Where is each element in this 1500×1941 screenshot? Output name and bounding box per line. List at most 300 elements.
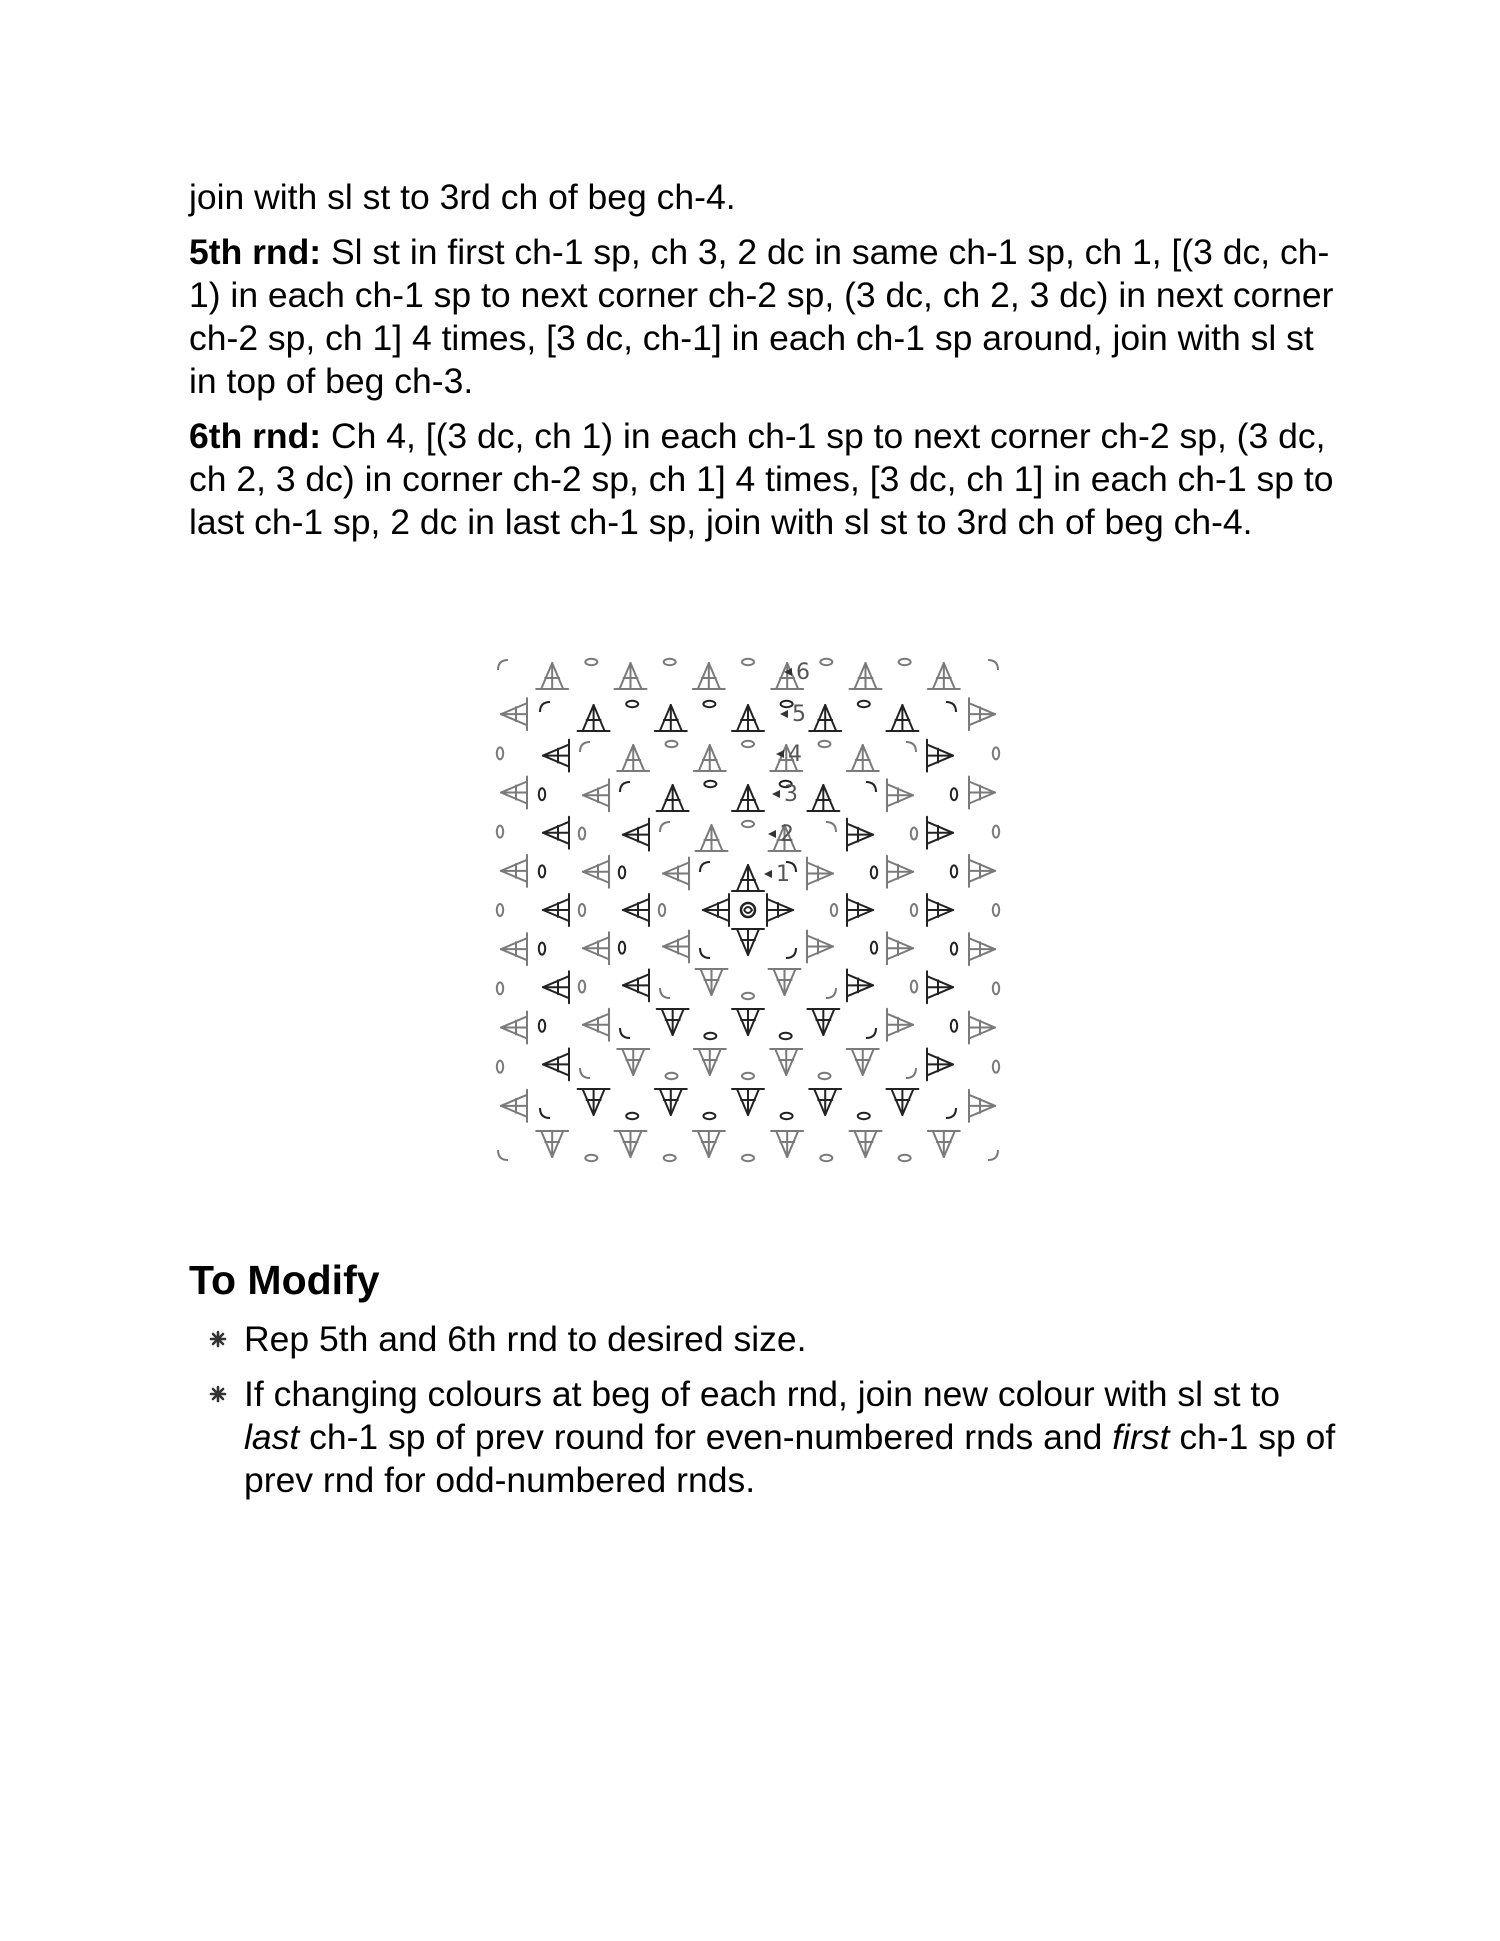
dc-stitch bbox=[501, 860, 527, 871]
dc-stitch bbox=[541, 1131, 552, 1157]
round-arrow-icon bbox=[768, 830, 776, 838]
chain-stitch bbox=[579, 981, 585, 993]
dc-cluster bbox=[927, 817, 953, 849]
dc-cluster bbox=[543, 894, 569, 926]
dc-stitch bbox=[662, 785, 673, 811]
dc-cluster bbox=[696, 969, 728, 995]
dc-stitch bbox=[620, 1131, 631, 1157]
chain-stitch bbox=[497, 904, 503, 916]
modify-list bbox=[189, 1318, 1339, 1514]
chain-stitch bbox=[619, 942, 625, 954]
dc-cluster bbox=[501, 698, 527, 730]
dc-stitch bbox=[927, 745, 953, 756]
dc-stitch bbox=[855, 663, 866, 689]
dc-stitch bbox=[737, 1089, 748, 1115]
dc-stitch bbox=[748, 1089, 759, 1115]
crochet-chart-svg bbox=[468, 630, 1028, 1192]
chain-stitch bbox=[993, 826, 999, 838]
dc-stitch bbox=[501, 793, 527, 804]
dc-stitch bbox=[969, 1017, 995, 1028]
dc-stitch bbox=[543, 1053, 569, 1064]
dc-stitch bbox=[737, 705, 748, 731]
chain-stitch bbox=[742, 1073, 754, 1079]
dc-cluster bbox=[657, 785, 689, 811]
dc-stitch bbox=[710, 745, 721, 771]
dc-cluster bbox=[887, 779, 913, 811]
dc-stitch bbox=[927, 1053, 953, 1064]
dc-stitch bbox=[748, 1009, 759, 1035]
dc-stitch bbox=[847, 824, 873, 835]
dc-stitch bbox=[847, 910, 873, 921]
dc-stitch bbox=[825, 1089, 836, 1115]
chain-stitch bbox=[951, 1020, 957, 1032]
dc-cluster bbox=[886, 705, 918, 731]
dc-cluster bbox=[887, 856, 913, 888]
corner-chain bbox=[988, 660, 998, 670]
dc-stitch bbox=[709, 663, 720, 689]
dc-cluster bbox=[807, 931, 833, 963]
dc-cluster bbox=[583, 932, 609, 964]
dc-stitch bbox=[501, 1106, 527, 1117]
chain-stitch bbox=[742, 993, 754, 999]
dc-stitch bbox=[927, 987, 953, 998]
dc-stitch bbox=[748, 865, 759, 891]
modify-item-2-emphasis-first: first bbox=[1112, 1417, 1170, 1457]
dc-stitch bbox=[594, 1089, 605, 1115]
dc-stitch bbox=[969, 938, 995, 949]
dc-cluster bbox=[696, 825, 728, 851]
dc-stitch bbox=[620, 663, 631, 689]
dc-stitch bbox=[969, 1106, 995, 1117]
corner-chain bbox=[866, 1028, 876, 1038]
chain-stitch bbox=[781, 701, 793, 707]
dc-stitch bbox=[748, 785, 759, 811]
dc-stitch bbox=[623, 899, 649, 910]
round-6-text: Ch 4, [(3 dc, ch 1) in each ch-1 sp to next corner ch-2 sp, (3 dc, ch 2, 3 dc) in corner ch-2 sp, ch 1] 4 times, [3 dc, ch 1] in each ch-1 sp to last ch-1 sp, 2 dc in last ch-1 sp, join with sl st to 3rd ch of beg ch-4. bbox=[189, 416, 1334, 542]
dc-cluster bbox=[617, 745, 649, 771]
dc-stitch bbox=[823, 785, 834, 811]
dc-stitch bbox=[543, 822, 569, 833]
chain-stitch bbox=[858, 701, 870, 707]
dc-stitch bbox=[775, 745, 786, 771]
dc-stitch bbox=[501, 949, 527, 960]
dc-cluster bbox=[663, 858, 689, 890]
dc-stitch bbox=[927, 1064, 953, 1075]
asterisk-bullet-icon bbox=[209, 1330, 227, 1348]
dc-cluster bbox=[969, 933, 995, 965]
corner-chain bbox=[580, 742, 590, 752]
chain-stitch bbox=[579, 904, 585, 916]
dc-cluster bbox=[655, 705, 687, 731]
dc-stitch bbox=[944, 1131, 955, 1157]
dc-cluster bbox=[543, 1048, 569, 1080]
dc-stitch bbox=[767, 899, 793, 910]
chain-stitch bbox=[820, 1155, 832, 1161]
dc-cluster bbox=[927, 740, 953, 772]
chain-stitch bbox=[742, 1155, 754, 1161]
dc-cluster bbox=[583, 856, 609, 888]
dc-cluster bbox=[847, 745, 879, 771]
corner-chain bbox=[988, 1150, 998, 1160]
chain-stitch bbox=[666, 1073, 678, 1079]
dc-stitch bbox=[944, 663, 955, 689]
dc-stitch bbox=[710, 1049, 721, 1075]
corner-chain bbox=[498, 660, 508, 670]
dc-cluster bbox=[501, 933, 527, 965]
corner-chain bbox=[660, 988, 670, 998]
dc-cluster bbox=[847, 1049, 879, 1075]
chain-stitch bbox=[539, 1020, 545, 1032]
round-arrow-icon bbox=[764, 870, 772, 878]
dc-stitch bbox=[633, 1049, 644, 1075]
chain-stitch bbox=[539, 865, 545, 877]
dc-stitch bbox=[501, 871, 527, 882]
dc-cluster bbox=[771, 1131, 803, 1157]
dc-stitch bbox=[663, 947, 689, 958]
dc-stitch bbox=[887, 948, 913, 959]
dc-stitch bbox=[543, 745, 569, 756]
dc-stitch bbox=[543, 1064, 569, 1075]
chain-stitch bbox=[899, 1155, 911, 1161]
dc-stitch bbox=[855, 1131, 866, 1157]
modify-item-2-emphasis-last: last bbox=[244, 1417, 300, 1457]
round-arrow-icon bbox=[776, 750, 784, 758]
dc-cluster bbox=[578, 705, 610, 731]
dc-stitch bbox=[501, 1017, 527, 1028]
dc-cluster bbox=[732, 1009, 764, 1035]
chain-stitch bbox=[871, 866, 877, 878]
dc-cluster bbox=[501, 1012, 527, 1044]
dc-stitch bbox=[812, 785, 823, 811]
round-number-label: 1 bbox=[776, 862, 790, 887]
corner-chain bbox=[620, 1028, 630, 1038]
chain-stitch bbox=[819, 741, 831, 747]
dc-stitch bbox=[887, 784, 913, 795]
dc-stitch bbox=[866, 663, 877, 689]
corner-chain bbox=[826, 822, 836, 832]
dc-stitch bbox=[807, 874, 833, 885]
dc-cluster bbox=[657, 1009, 689, 1035]
dc-cluster bbox=[847, 894, 873, 926]
corner-chain bbox=[866, 782, 876, 792]
dc-stitch bbox=[969, 1028, 995, 1039]
chain-stitch bbox=[659, 904, 665, 916]
dc-stitch bbox=[671, 705, 682, 731]
dc-stitch bbox=[933, 1131, 944, 1157]
chain-stitch bbox=[781, 1113, 793, 1119]
dc-stitch bbox=[583, 872, 609, 883]
dc-cluster bbox=[769, 969, 801, 995]
corner-chain bbox=[906, 1068, 916, 1078]
dc-cluster bbox=[615, 663, 647, 689]
chain-stitch bbox=[742, 741, 754, 747]
round-arrow-icon bbox=[772, 790, 780, 798]
round-number-label: 6 bbox=[796, 660, 810, 685]
dc-stitch bbox=[543, 756, 569, 767]
dc-cluster bbox=[615, 1131, 647, 1157]
corner-chain bbox=[498, 1150, 508, 1160]
corner-chain bbox=[786, 948, 796, 958]
dc-stitch bbox=[767, 910, 793, 921]
dc-stitch bbox=[807, 947, 833, 958]
dc-cluster bbox=[969, 1090, 995, 1122]
dc-cluster bbox=[807, 785, 839, 811]
chain-stitch bbox=[742, 659, 754, 665]
corner-chain bbox=[540, 1108, 550, 1118]
corner-chain bbox=[540, 702, 550, 712]
chain-stitch bbox=[780, 1033, 792, 1039]
dc-stitch bbox=[887, 872, 913, 883]
corner-chain bbox=[946, 702, 956, 712]
modify-item-2-part-a: If changing colours at beg of each rnd, join new colour with sl st to bbox=[244, 1374, 1281, 1414]
dc-cluster bbox=[807, 1009, 839, 1035]
dc-cluster bbox=[850, 663, 882, 689]
corner-chain bbox=[580, 1068, 590, 1078]
dc-cluster bbox=[501, 777, 527, 809]
dc-stitch bbox=[583, 1025, 609, 1036]
dc-stitch bbox=[501, 714, 527, 725]
dc-stitch bbox=[825, 705, 836, 731]
dc-stitch bbox=[933, 663, 944, 689]
dc-stitch bbox=[927, 976, 953, 987]
chain-stitch bbox=[497, 1061, 503, 1073]
chain-stitch bbox=[911, 981, 917, 993]
dc-stitch bbox=[703, 910, 729, 921]
corner-chain bbox=[700, 862, 710, 872]
dc-stitch bbox=[662, 1009, 673, 1035]
intro-paragraph: join with sl st to 3rd ch of beg ch-4. bbox=[189, 177, 736, 217]
chain-stitch bbox=[626, 1113, 638, 1119]
dc-stitch bbox=[623, 910, 649, 921]
dc-stitch bbox=[583, 948, 609, 959]
round-5-paragraph bbox=[189, 231, 1339, 403]
dc-stitch bbox=[847, 974, 873, 985]
list-item bbox=[189, 1373, 1339, 1502]
corner-chain bbox=[660, 822, 670, 832]
dc-cluster bbox=[732, 929, 764, 955]
dc-stitch bbox=[847, 899, 873, 910]
dc-stitch bbox=[814, 705, 825, 731]
chain-stitch bbox=[899, 659, 911, 665]
dc-cluster bbox=[578, 1089, 610, 1115]
round-5-label: 5th rnd: bbox=[189, 232, 322, 272]
magic-ring-center bbox=[744, 907, 752, 913]
dc-stitch bbox=[969, 871, 995, 882]
dc-stitch bbox=[737, 1009, 748, 1035]
dc-stitch bbox=[969, 793, 995, 804]
dc-cluster bbox=[927, 894, 953, 926]
chain-stitch bbox=[831, 904, 837, 916]
dc-cluster bbox=[886, 1089, 918, 1115]
dc-stitch bbox=[891, 1089, 902, 1115]
chain-stitch bbox=[626, 701, 638, 707]
dc-stitch bbox=[543, 987, 569, 998]
round-number-label: 3 bbox=[784, 782, 798, 807]
dc-stitch bbox=[748, 705, 759, 731]
dc-stitch bbox=[902, 1089, 913, 1115]
dc-stitch bbox=[701, 969, 712, 995]
chain-stitch bbox=[666, 741, 678, 747]
dc-stitch bbox=[583, 1014, 609, 1025]
dc-stitch bbox=[887, 1014, 913, 1025]
corner-chain bbox=[946, 1108, 956, 1118]
dc-cluster bbox=[770, 1049, 802, 1075]
dc-stitch bbox=[786, 1049, 797, 1075]
dc-cluster bbox=[887, 1009, 913, 1041]
dc-stitch bbox=[501, 1028, 527, 1039]
corner-chain bbox=[826, 988, 836, 998]
dc-stitch bbox=[594, 705, 605, 731]
chain-stitch bbox=[911, 904, 917, 916]
dc-cluster bbox=[732, 865, 764, 891]
list-item bbox=[189, 1318, 1339, 1361]
dc-stitch bbox=[812, 1009, 823, 1035]
dc-cluster bbox=[694, 745, 726, 771]
round-6-paragraph bbox=[189, 415, 1339, 544]
dc-stitch bbox=[622, 745, 633, 771]
chain-stitch bbox=[497, 747, 503, 759]
chain-stitch bbox=[951, 788, 957, 800]
chain-stitch bbox=[951, 943, 957, 955]
dc-cluster bbox=[617, 1049, 649, 1075]
dc-stitch bbox=[623, 835, 649, 846]
dc-stitch bbox=[541, 663, 552, 689]
dc-stitch bbox=[663, 863, 689, 874]
chain-stitch bbox=[871, 942, 877, 954]
dc-stitch bbox=[622, 1049, 633, 1075]
modify-heading: To Modify bbox=[189, 1257, 380, 1303]
round-6-label: 6th rnd: bbox=[189, 416, 322, 456]
dc-stitch bbox=[623, 824, 649, 835]
dc-stitch bbox=[969, 1095, 995, 1106]
modify-item-2-part-b: ch-1 sp of prev round for even-numbered rnds and bbox=[299, 1417, 1113, 1457]
chain-stitch bbox=[539, 788, 545, 800]
dc-stitch bbox=[501, 782, 527, 793]
dc-stitch bbox=[699, 1049, 710, 1075]
dc-stitch bbox=[552, 663, 563, 689]
dc-stitch bbox=[863, 745, 874, 771]
dc-stitch bbox=[699, 745, 710, 771]
dc-cluster bbox=[583, 779, 609, 811]
round-arrow-icon bbox=[780, 710, 788, 718]
round-number-label: 5 bbox=[792, 702, 806, 727]
dc-stitch bbox=[501, 703, 527, 714]
dc-stitch bbox=[663, 936, 689, 947]
dc-stitch bbox=[737, 865, 748, 891]
dc-cluster bbox=[623, 969, 649, 1001]
dc-stitch bbox=[583, 937, 609, 948]
dc-cluster bbox=[693, 1131, 725, 1157]
dc-stitch bbox=[712, 825, 723, 851]
chain-stitch bbox=[703, 701, 715, 707]
dc-stitch bbox=[852, 745, 863, 771]
dc-stitch bbox=[969, 949, 995, 960]
dc-stitch bbox=[927, 833, 953, 844]
dc-cluster bbox=[969, 855, 995, 887]
round-number-label: 2 bbox=[780, 822, 794, 847]
chain-stitch bbox=[742, 821, 754, 827]
dc-stitch bbox=[927, 756, 953, 767]
dc-stitch bbox=[866, 1131, 877, 1157]
dc-cluster bbox=[809, 1089, 841, 1115]
dc-stitch bbox=[887, 795, 913, 806]
dc-stitch bbox=[543, 976, 569, 987]
chain-stitch bbox=[951, 865, 957, 877]
dc-stitch bbox=[671, 1089, 682, 1115]
dc-cluster bbox=[809, 705, 841, 731]
dc-stitch bbox=[776, 663, 787, 689]
dc-cluster bbox=[623, 894, 649, 926]
dc-cluster bbox=[767, 894, 793, 926]
dc-stitch bbox=[543, 833, 569, 844]
dc-stitch bbox=[543, 910, 569, 921]
dc-cluster bbox=[969, 777, 995, 809]
chain-stitch bbox=[704, 1033, 716, 1039]
dc-cluster bbox=[847, 819, 873, 851]
chain-stitch bbox=[703, 1113, 715, 1119]
dc-cluster bbox=[732, 1089, 764, 1115]
dc-stitch bbox=[847, 835, 873, 846]
dc-stitch bbox=[776, 1131, 787, 1157]
dc-stitch bbox=[823, 1009, 834, 1035]
dc-stitch bbox=[775, 1049, 786, 1075]
dc-stitch bbox=[887, 1025, 913, 1036]
chain-stitch bbox=[497, 826, 503, 838]
pattern-instructions bbox=[189, 176, 1339, 556]
dc-stitch bbox=[807, 863, 833, 874]
dc-cluster bbox=[663, 931, 689, 963]
modify-item-1: Rep 5th and 6th rnd to desired size. bbox=[244, 1319, 807, 1359]
dc-stitch bbox=[583, 861, 609, 872]
corner-chain bbox=[700, 948, 710, 958]
dc-cluster bbox=[703, 894, 729, 926]
dc-stitch bbox=[583, 795, 609, 806]
dc-stitch bbox=[663, 874, 689, 885]
dc-cluster bbox=[927, 1048, 953, 1080]
dc-stitch bbox=[927, 910, 953, 921]
round-5-text: Sl st in first ch-1 sp, ch 3, 2 dc in same ch-1 sp, ch 1, [(3 dc, ch-1) in each ch-1 sp to next corner ch-2 sp, (3 dc, ch 2, 3 dc) in next corner ch-2 sp, ch 1] 4 times, [3 dc, ch-1] in each ch-1 sp around, join with sl st in top of beg ch-3. bbox=[189, 232, 1334, 401]
chain-stitch bbox=[579, 828, 585, 840]
dc-cluster bbox=[536, 1131, 568, 1157]
dc-cluster bbox=[543, 817, 569, 849]
dc-stitch bbox=[969, 782, 995, 793]
chain-stitch bbox=[858, 1113, 870, 1119]
dc-cluster bbox=[732, 785, 764, 811]
dc-stitch bbox=[785, 969, 796, 995]
dc-cluster bbox=[693, 663, 725, 689]
crochet-diagram bbox=[468, 630, 1028, 1192]
dc-stitch bbox=[583, 1089, 594, 1115]
dc-stitch bbox=[701, 825, 712, 851]
dc-cluster bbox=[501, 855, 527, 887]
chain-stitch bbox=[619, 866, 625, 878]
dc-cluster bbox=[847, 969, 873, 1001]
dc-stitch bbox=[863, 1049, 874, 1075]
dc-stitch bbox=[631, 663, 642, 689]
dc-stitch bbox=[673, 785, 684, 811]
chain-stitch bbox=[664, 659, 676, 665]
dc-stitch bbox=[583, 705, 594, 731]
dc-stitch bbox=[698, 1131, 709, 1157]
chain-stitch bbox=[993, 982, 999, 994]
dc-cluster bbox=[969, 1012, 995, 1044]
dc-stitch bbox=[709, 1131, 720, 1157]
dc-stitch bbox=[660, 1089, 671, 1115]
asterisk-bullet-icon bbox=[209, 1385, 227, 1403]
chain-stitch bbox=[585, 1155, 597, 1161]
dc-stitch bbox=[552, 1131, 563, 1157]
dc-stitch bbox=[673, 1009, 684, 1035]
